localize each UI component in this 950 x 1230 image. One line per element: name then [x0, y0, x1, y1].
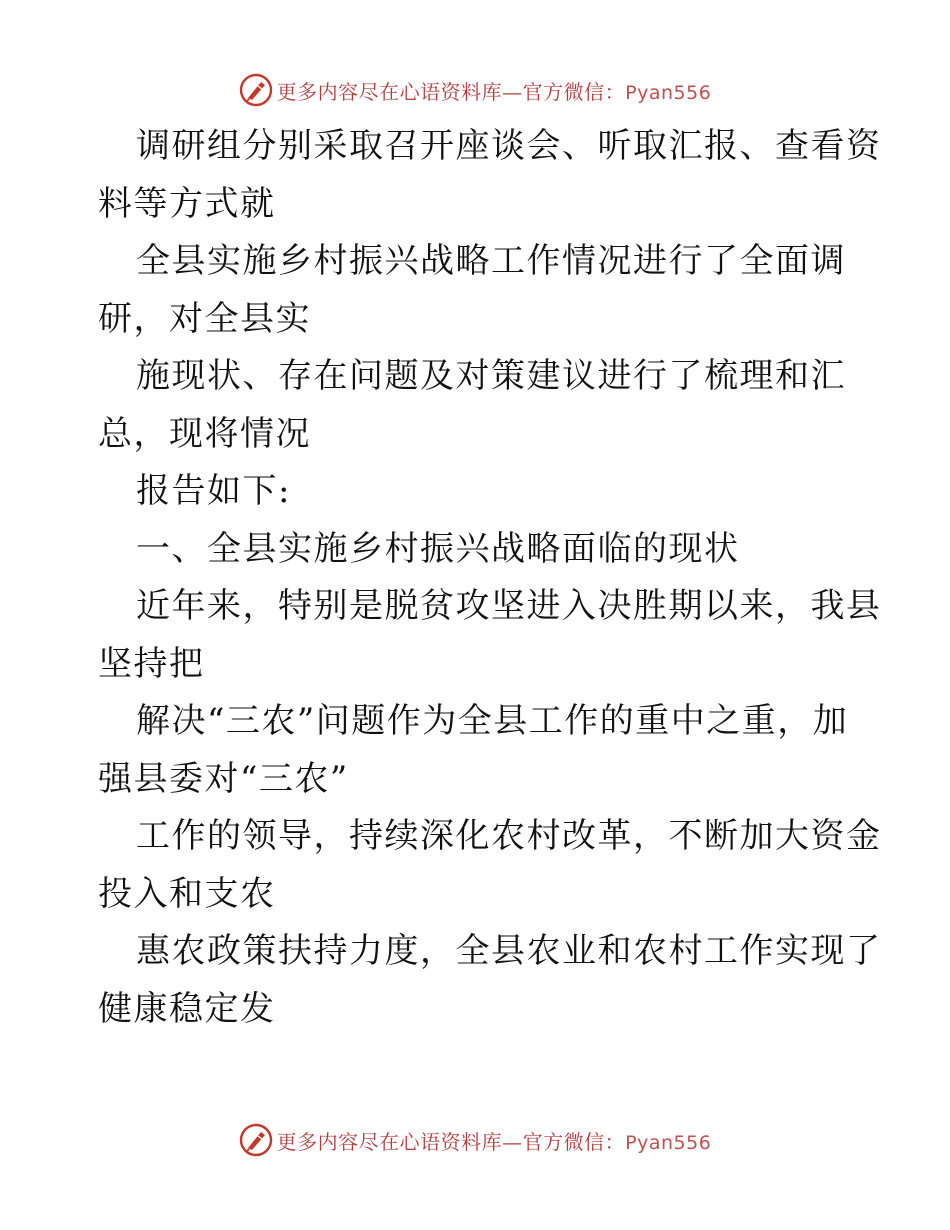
watermark-wechat-id: Pyan556: [625, 1131, 712, 1154]
document-body: [98, 118, 882, 1038]
watermark-text: 更多内容尽在心语资料库—官方微信：Pyan556: [276, 1129, 712, 1154]
text-line: 惠农政策扶持力度，全县农业和农村工作实现了: [136, 931, 882, 971]
text-line: 投入和支农: [98, 873, 276, 914]
text-line: 工作的领导，持续深化农村改革，不断加大资金: [136, 816, 882, 856]
watermark-wechat-id: Pyan556: [625, 81, 712, 104]
quill-pen-logo-icon: [239, 1123, 273, 1157]
text-line: 研，对全县实: [98, 298, 311, 339]
text-line: 料等方式就: [98, 183, 276, 224]
text-line: 坚持把: [98, 643, 205, 684]
text-line: 施现状、存在问题及对策建议进行了梳理和汇: [136, 356, 846, 396]
text-line: 总，现将情况: [98, 413, 311, 454]
text-line: 全县实施乡村振兴战略工作情况进行了全面调: [136, 241, 846, 281]
text-line: 近年来，特别是脱贫攻坚进入决胜期以来，我县: [136, 586, 882, 626]
footer-watermark-banner: [0, 1120, 950, 1160]
text-line: 强县委对“三农”: [98, 758, 349, 799]
text-line: 报告如下:: [136, 471, 291, 511]
text-line: 调研组分别采取召开座谈会、听取汇报、查看资: [136, 126, 882, 166]
text-line: 解决“三农”问题作为全县工作的重中之重，加: [136, 701, 849, 741]
text-line: 健康稳定发: [98, 988, 276, 1029]
watermark-text: 更多内容尽在心语资料库—官方微信：Pyan556: [276, 79, 712, 104]
text-line: 一、全县实施乡村振兴战略面临的现状: [136, 528, 740, 569]
header-watermark-banner: [0, 70, 950, 110]
quill-pen-logo-icon: [239, 73, 273, 107]
